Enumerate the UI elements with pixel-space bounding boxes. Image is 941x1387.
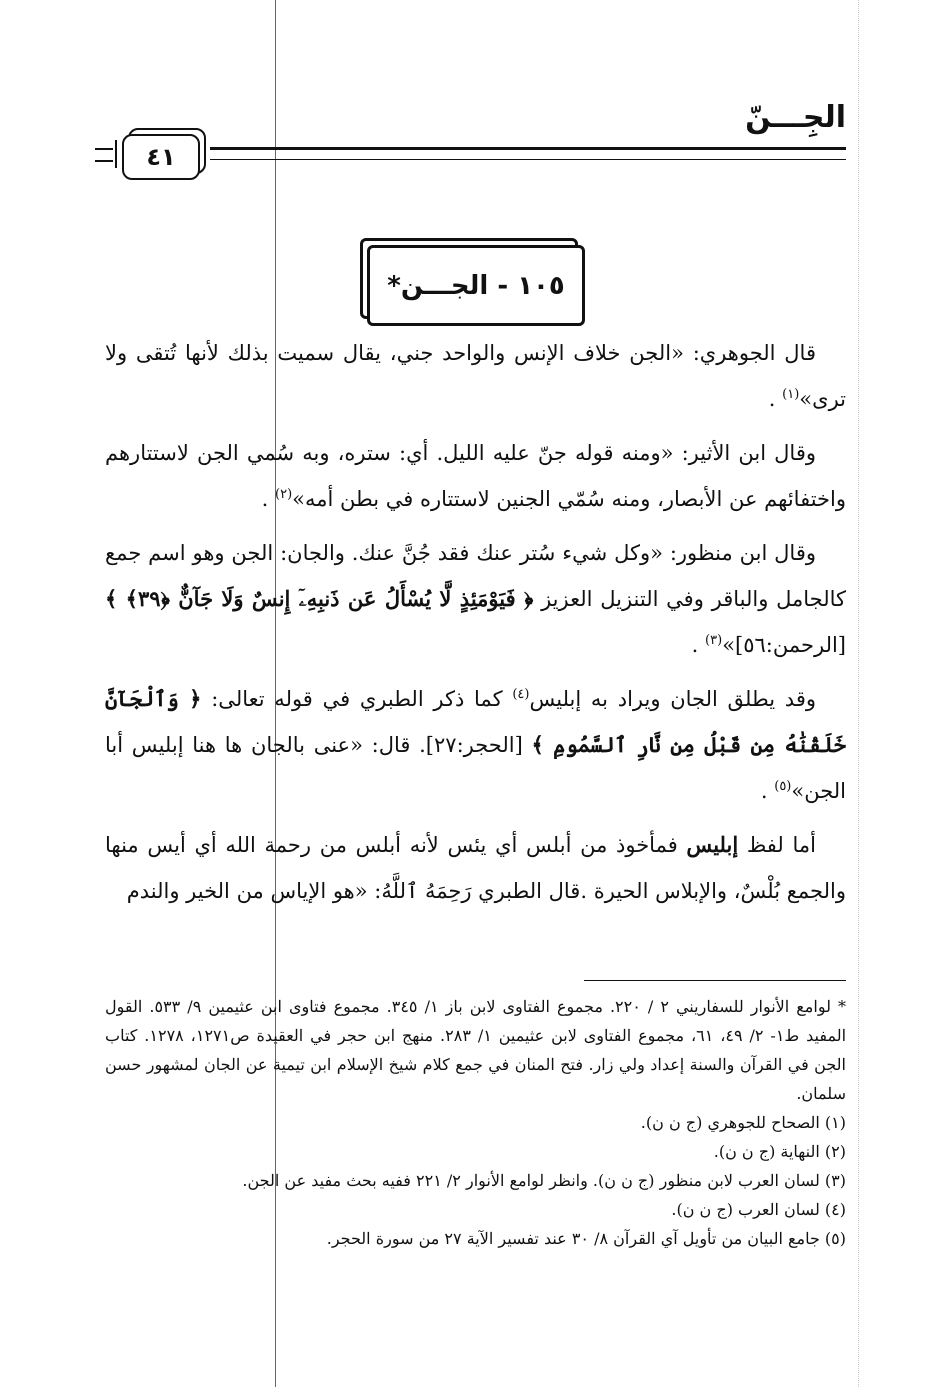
quran-verse: ﴿ وَٱلْجَآنَّ خَلَقْنَٰهُ مِن قَبْلُ مِن نَّارِ ٱلسَّمُومِ ﴾	[105, 686, 846, 757]
paragraph-text: وقال ابن منظور: «وكل شيء سُتر عنك فقد جُنَّ عنك. والجان: الجن وهو اسم جمع كالجامل والباقر وفي التنزيل العزيز	[105, 541, 846, 611]
running-header-title: الجِـــنّ	[745, 100, 846, 135]
verse-reference: [الرحمن:٥٦]»	[722, 633, 846, 657]
paragraph-tail: .	[760, 779, 768, 803]
footnote-ref: (١)	[782, 387, 800, 402]
quran-verse: ﴿ فَيَوْمَئِذٍ لَّا يُسْأَلُ عَن ذَنبِهِۦٓ إِنسٌ وَلَا جَآنٌّ ﴿٣٩﴾ ﴾	[105, 586, 534, 611]
paragraph-ibn-manzur	[105, 530, 846, 668]
paragraph-text: وقد يطلق الجان ويراد به إبليس	[529, 687, 817, 711]
scan-margin-dots	[858, 0, 859, 1387]
footnote-item: (٤) لسان العرب (ج ن ن).	[671, 1200, 846, 1219]
section-title-box	[360, 238, 585, 326]
page-number: ٤١	[122, 134, 200, 180]
page-number-box	[122, 128, 206, 180]
footnote-ref: (٢)	[275, 487, 293, 502]
paragraph-tail: .	[261, 487, 269, 511]
footnote-ref: (٤)	[512, 687, 530, 702]
verse-reference: [الحجر:٢٧]	[425, 733, 523, 757]
footnote-ref: (٣)	[705, 633, 723, 648]
footnote-star: * لوامع الأنوار للسفاريني ٢ / ٢٢٠. مجموع الفتاوى لابن باز ١/ ٣٤٥. مجموع فتاوى ابن عثيمين ٩/ ٥٣٣. القول المفيد ط١- ٢/ ٤٩، ٦١، مجموع الفتاوى لابن عثيمين ١/ ٢٨٣. منهج ابن حجر في العقيدة ص١٢٧١، ١٢٧٨. كتاب الجن في القرآن والسنة إعداد ولي زار. فتح المنان في جمع كلام شيخ الإسلام ابن تيمية عن الجان لمشهور حسن سلمان.	[105, 997, 847, 1103]
bold-term: إبليس	[686, 832, 739, 857]
footnote-item: (٣) لسان العرب لابن منظور (ج ن ن). وانظر لوامع الأنوار ٢/ ٢٢١ ففيه بحث مفيد عن الجن.	[242, 1171, 846, 1190]
footnote-item: (٢) النهاية (ج ن ن).	[713, 1142, 846, 1161]
paragraph-text: كما ذكر الطبري في قوله تعالى:	[211, 687, 503, 711]
main-text	[105, 330, 846, 922]
paragraph-jawhari	[105, 330, 846, 422]
footnotes	[105, 992, 846, 1253]
paragraph-text: قال الجوهري: «الجن خلاف الإنس والواحد جني، يقال سميت بذلك لأنها تُتقى ولا ترى»	[105, 341, 846, 411]
paragraph-text: أما لفظ	[746, 833, 816, 857]
footnote-separator	[584, 980, 846, 981]
paragraph-tail: .	[768, 387, 776, 411]
paragraph-tail: .	[691, 633, 699, 657]
paragraph-text: فمأخوذ من أبلس أي يئس لأنه أبلس من رحمة الله أي أيس منها والجمع بُلْسٌ، والإبلاس الحيرة .قال الطبري رَحِمَهُ ٱللَّهُ: «هو الإياس من الخير والندم	[105, 833, 846, 903]
paragraph-iblis-jan	[105, 676, 846, 814]
paragraph-text: وقال ابن الأثير: «ومنه قوله جنّ عليه الليل. أي: ستره، وبه سُمي الجن لاستتارهم واختفائهم عن الأبصار، ومنه سُمّي الجنين لاستتاره في بطن أمه»	[105, 441, 846, 511]
paragraph-text: . قال: «عنى بالجان ها هنا إبليس أبا الجن»	[105, 733, 846, 803]
paragraph-iblis-word	[105, 822, 846, 914]
paragraph-ibn-athir	[105, 430, 846, 522]
header-rule	[210, 147, 846, 160]
section-title: ١٠٥ - الجـــن*	[367, 245, 585, 326]
footnote-item: (١) الصحاح للجوهري (ج ن ن).	[640, 1113, 846, 1132]
header-end-mark	[95, 148, 113, 162]
footnote-item: (٥) جامع البيان من تأويل آي القرآن ٨/ ٣٠ عند تفسير الآية ٢٧ من سورة الحجر.	[326, 1229, 846, 1248]
footnote-ref: (٥)	[774, 779, 792, 794]
